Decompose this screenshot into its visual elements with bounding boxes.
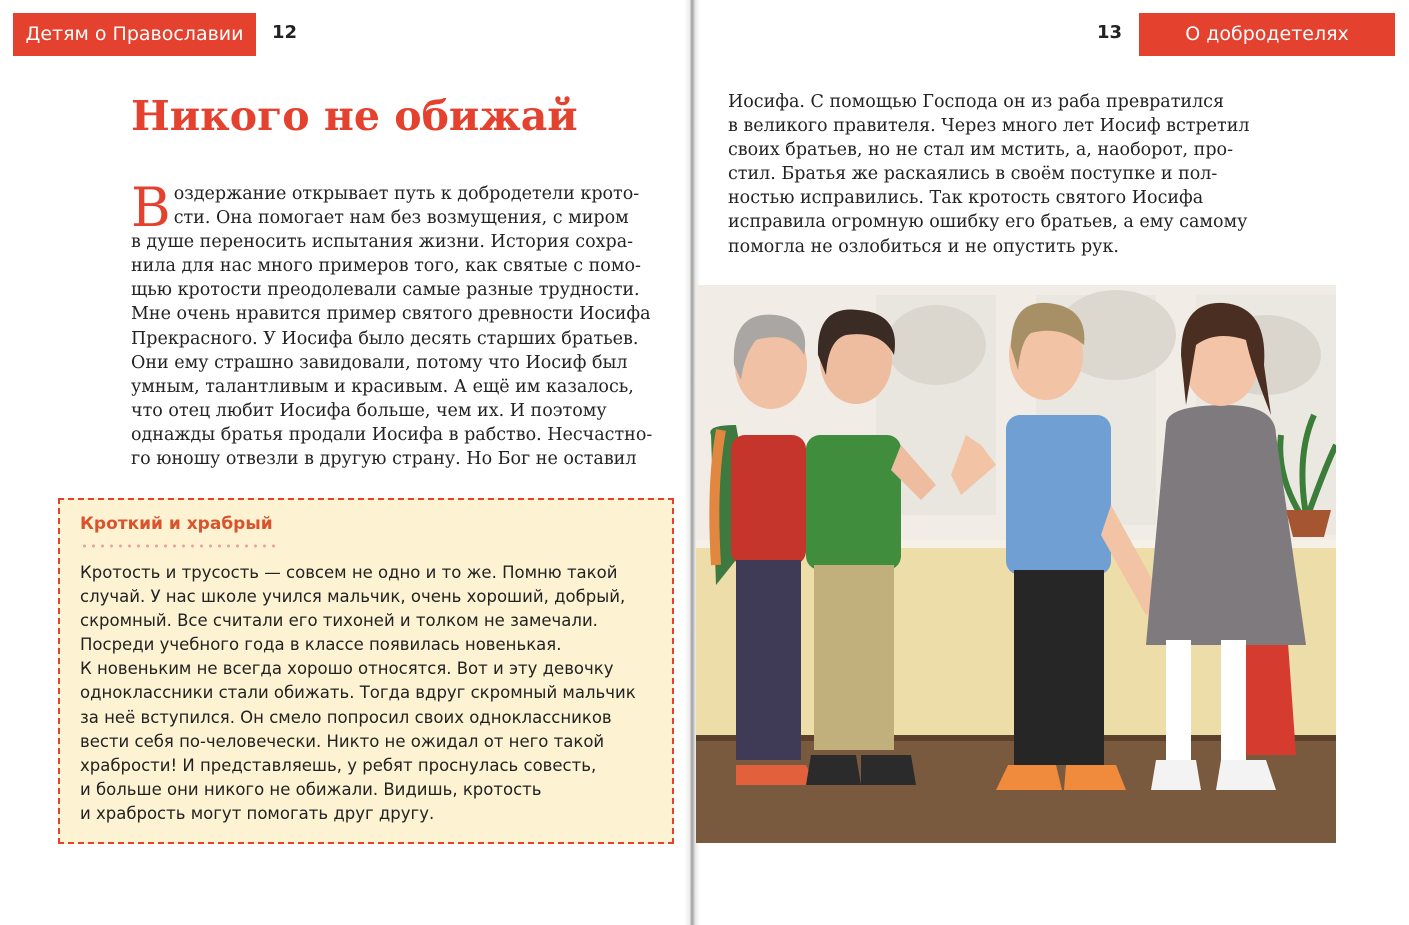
body-line: помогла не озлобиться и не опустить рук. — [728, 236, 1119, 257]
left-body-text — [131, 176, 671, 471]
illustration-art — [696, 285, 1336, 843]
sidebar-line: и больше они никого не обижали. Видишь, кротость — [80, 779, 542, 799]
dropcap-letter: В — [131, 176, 171, 239]
body-line: однажды братья продали Иосифа в рабство. Несчастно- — [131, 424, 653, 445]
body-line: Они ему страшно завидовали, потому что Иосиф был — [131, 352, 628, 373]
sidebar-line: скромный. Все считали его тихоней и толком не замечали. — [80, 611, 598, 631]
sidebar-line: храбрости! И представляешь, у ребят проснулась совесть, — [80, 755, 597, 775]
right-body-text — [728, 90, 1288, 259]
sidebar-line: случай. У нас школе учился мальчик, очень хороший, добрый, — [80, 587, 626, 607]
body-line: нила для нас много примеров того, как святые с помо- — [131, 256, 641, 277]
sidebar-line: Кротость и трусость — совсем не одно и то же. Помню такой — [80, 563, 618, 582]
body-line: ностью исправились. Так кротость святого Иосифа — [728, 188, 1204, 209]
body-line: исправила огромную ошибку его братьев, а ему самому — [728, 212, 1248, 233]
sidebar-title: Кроткий и храбрый — [80, 514, 273, 534]
body-line: стил. Братья же раскаялись в своём поступке и пол- — [728, 164, 1218, 185]
sidebar-line: вести себя по-человечески. Никто не ожидал от него такой — [80, 731, 605, 751]
sidebar-line: К новеньким не всегда хорошо относятся. Вот и эту девочку — [80, 659, 614, 679]
body-line: Мне очень нравится пример святого древности Иосифа — [131, 304, 651, 325]
right-page-number: 13 — [1097, 22, 1123, 43]
sidebar-box — [58, 498, 674, 844]
right-header-tab: О добродетелях — [1139, 13, 1395, 56]
sidebar-line: и храбрость могут помогать друг другу. — [80, 803, 435, 823]
children-illustration — [696, 285, 1336, 843]
body-line: Иосифа. С помощью Господа он из раба превратился — [728, 92, 1225, 112]
page-title: Никого не обижай — [131, 92, 578, 140]
sidebar-line: одноклассники стали обижать. Тогда вдруг скромный мальчик — [80, 683, 636, 703]
body-line: что отец любит Иосифа больше, чем их. И поэтому — [131, 400, 607, 421]
left-page — [0, 0, 692, 925]
body-line: щью кротости преодолевали самые разные трудности. — [131, 280, 640, 301]
sidebar-line: Посреди учебного года в классе появилась новенькая. — [80, 635, 562, 655]
body-line: оздержание открывает путь к добродетели крото- — [173, 184, 640, 204]
body-line: сти. Она помогает нам без возмущения, с миром — [173, 208, 629, 229]
dotted-divider — [80, 544, 275, 548]
body-line: в великого правителя. Через много лет Иосиф встретил — [728, 116, 1250, 137]
sidebar-line: за неё вступился. Он смело попросил своих одноклассников — [80, 707, 612, 727]
body-line: своих братьев, но не стал им мстить, а, наоборот, про- — [728, 140, 1233, 161]
body-line: го юношу отвезли в другую страну. Но Бог не оставил — [131, 449, 637, 470]
body-line: в душе переносить испытания жизни. История сохра- — [131, 232, 634, 253]
sidebar-text — [80, 561, 670, 826]
body-line: Прекрасного. У Иосифа было десять старших братьев. — [131, 328, 639, 349]
body-line: умным, талантливым и красивым. А ещё им казалось, — [131, 376, 634, 397]
left-header-tab: Детям о Православии — [13, 13, 256, 56]
left-page-number: 12 — [272, 22, 298, 43]
